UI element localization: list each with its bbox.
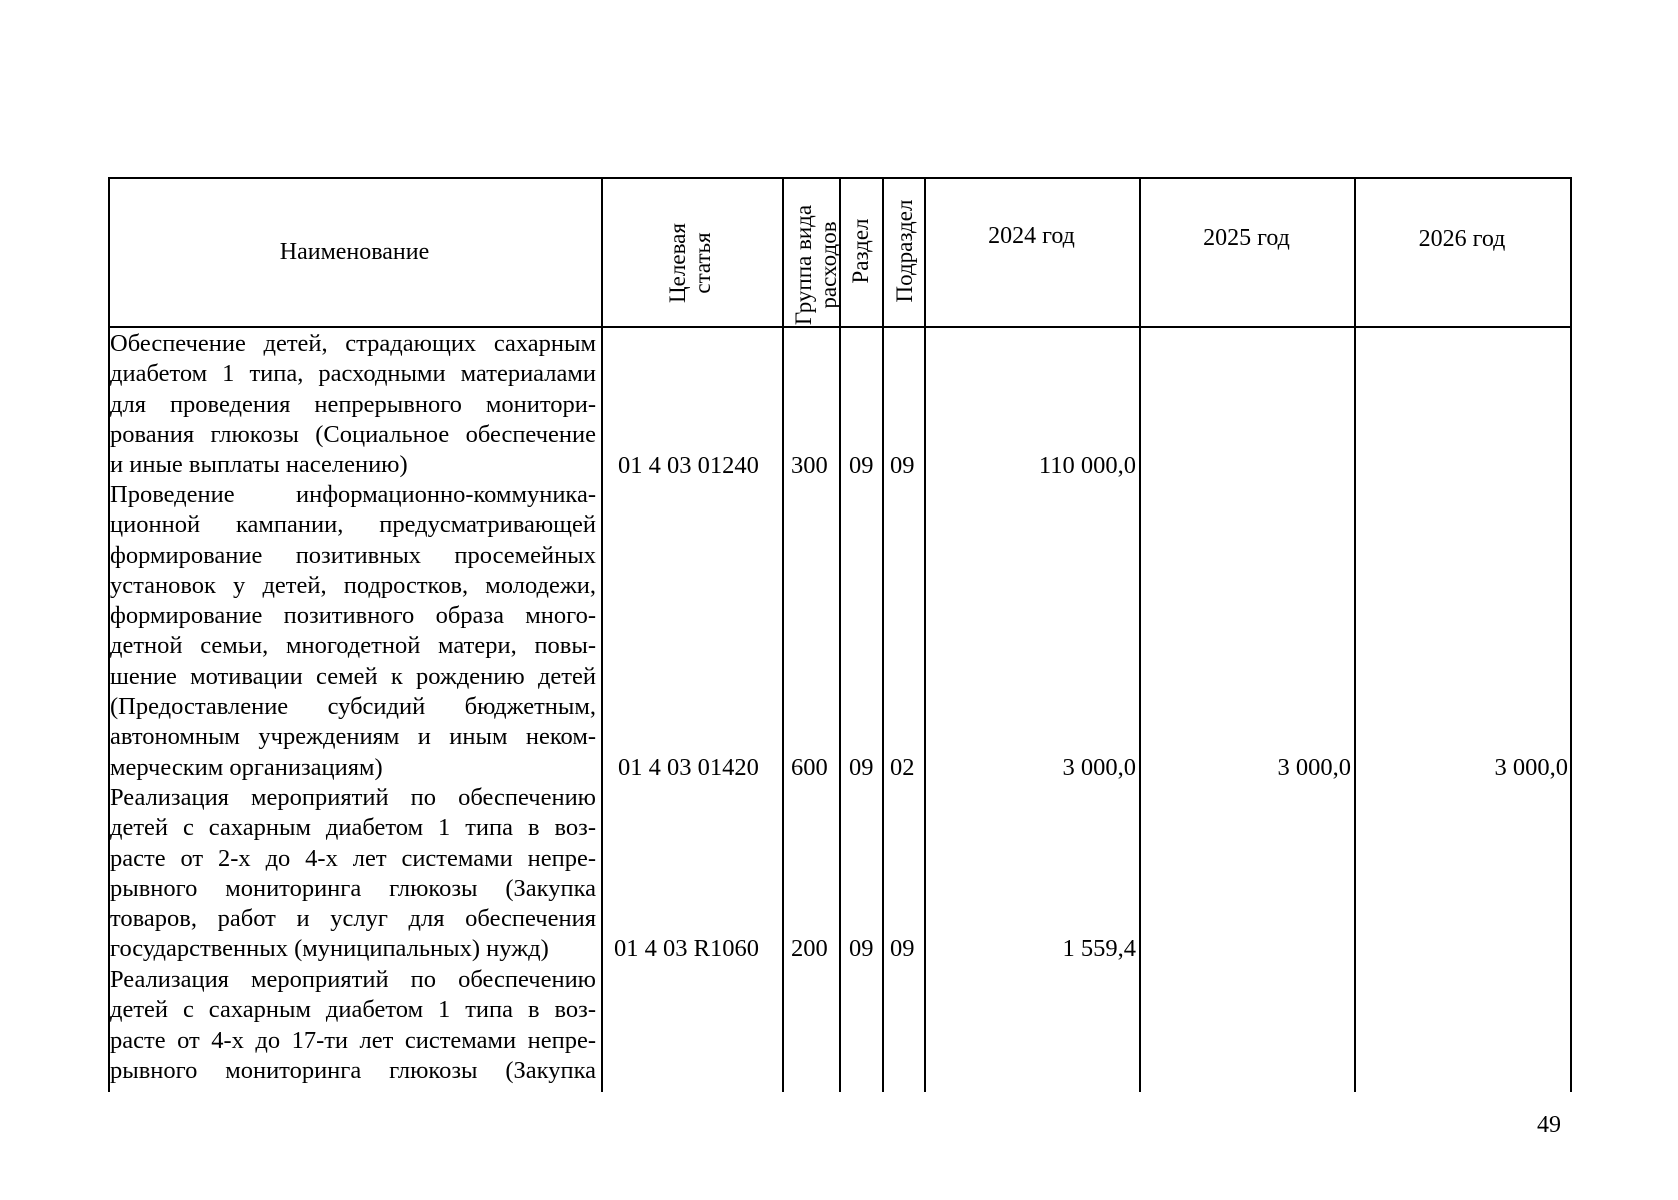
row-4-name-line: детей с сахарным диабетом 1 типа в воз- [110, 996, 596, 1024]
row-2-name-line: автономным учреждениям и иным неком- [110, 723, 596, 751]
row-3-name-line: рывного мониторинга глюкозы (Закупка [110, 874, 596, 902]
row-4-name-line: расте от 4-х до 17-ти лет системами непре- [110, 1026, 596, 1054]
row-1-name-line: для проведения непрерывного монитори- [110, 390, 596, 418]
page-number: 49 [1537, 1112, 1561, 1138]
row-3-name-line: товаров, работ и услуг для обеспечения [110, 905, 596, 933]
row-2-2024: 3 000,0 [1062, 754, 1136, 781]
col-border-right [1570, 177, 1572, 1092]
row-4-name [110, 965, 596, 1086]
row-3-subsection: 09 [890, 935, 915, 962]
row-2-name-line: формирование позитивных просемейных [110, 541, 596, 569]
row-2-name-line: (Предоставление субсидий бюджетным, [110, 693, 596, 721]
col-border-2025 [1354, 177, 1356, 1092]
budget-table [108, 177, 1572, 1092]
header-2025: 2025 год [1203, 225, 1290, 251]
header-target-line2: статья [690, 232, 715, 294]
row-2-name [110, 480, 596, 783]
row-3-name-line: детей с сахарным диабетом 1 типа в воз- [110, 814, 596, 842]
row-4-name-line: Реализация мероприятий по обеспечению [110, 966, 596, 993]
row-2-section: 09 [849, 754, 874, 781]
row-1-name-line: диабетом 1 типа, расходными материалами [110, 360, 596, 388]
row-3-target: 01 4 03 R1060 [614, 935, 759, 962]
header-name: Наименование [279, 238, 430, 265]
row-2-subsection: 02 [890, 754, 915, 781]
col-border-target [782, 177, 784, 1092]
header-2024: 2024 год [988, 223, 1075, 249]
header-target-line1: Целевая [665, 223, 690, 303]
row-2-name-line: установок у детей, подростков, молодежи, [110, 571, 596, 599]
row-2-name-line: шение мотивации семей к рождению детей [110, 662, 596, 690]
header-expense-group [791, 200, 843, 330]
header-group-line1: Группа вида [791, 204, 816, 326]
row-3-group: 200 [791, 935, 828, 962]
header-section: Раздел [848, 218, 873, 284]
row-1-subsection: 09 [890, 452, 915, 479]
row-1-target: 01 4 03 01240 [618, 452, 759, 479]
row-2-name-line: ционной кампании, предусматривающей [110, 511, 596, 539]
row-2-target: 01 4 03 01420 [618, 754, 759, 781]
col-border-section [882, 177, 884, 1092]
row-4-name-line: рывного мониторинга глюкозы (Закупка [110, 1056, 596, 1084]
row-3-name-line: государственных (муниципальных) нужд) [110, 935, 549, 963]
col-border-name [601, 177, 603, 1092]
col-border-2024 [1139, 177, 1141, 1092]
row-1-group: 300 [791, 452, 828, 479]
row-2-2025: 3 000,0 [1277, 754, 1351, 781]
header-group-line2: расходов [816, 221, 841, 309]
row-2-name-line: формирование позитивного образа много- [110, 602, 596, 630]
row-1-section: 09 [849, 452, 874, 479]
row-1-name-line: Обеспечение детей, страдающих сахарным [110, 330, 596, 357]
row-3-name [110, 783, 596, 965]
row-2-name-line: Проведение информационно-коммуника- [110, 481, 596, 508]
row-2-name-line: детной семьи, многодетной матери, повы- [110, 632, 596, 660]
row-2-group: 600 [791, 754, 828, 781]
row-3-name-line: расте от 2-х до 4-х лет системами непре- [110, 844, 596, 872]
row-1-name-line: и иные выплаты населению) [110, 451, 408, 479]
header-2026: 2026 год [1418, 226, 1506, 252]
row-2-name-line: мерческим организациям) [110, 753, 383, 781]
row-2-2026: 3 000,0 [1494, 754, 1568, 781]
header-target [665, 208, 717, 318]
row-1-name [110, 329, 596, 480]
row-1-name-line: рования глюкозы (Социальное обеспечение [110, 420, 596, 448]
row-3-2024: 1 559,4 [1062, 935, 1136, 962]
row-3-name-line: Реализация мероприятий по обеспечению [110, 784, 596, 811]
row-1-2024: 110 000,0 [1038, 452, 1136, 479]
row-3-section: 09 [849, 935, 874, 962]
header-subsection: Подраздел [892, 199, 917, 303]
